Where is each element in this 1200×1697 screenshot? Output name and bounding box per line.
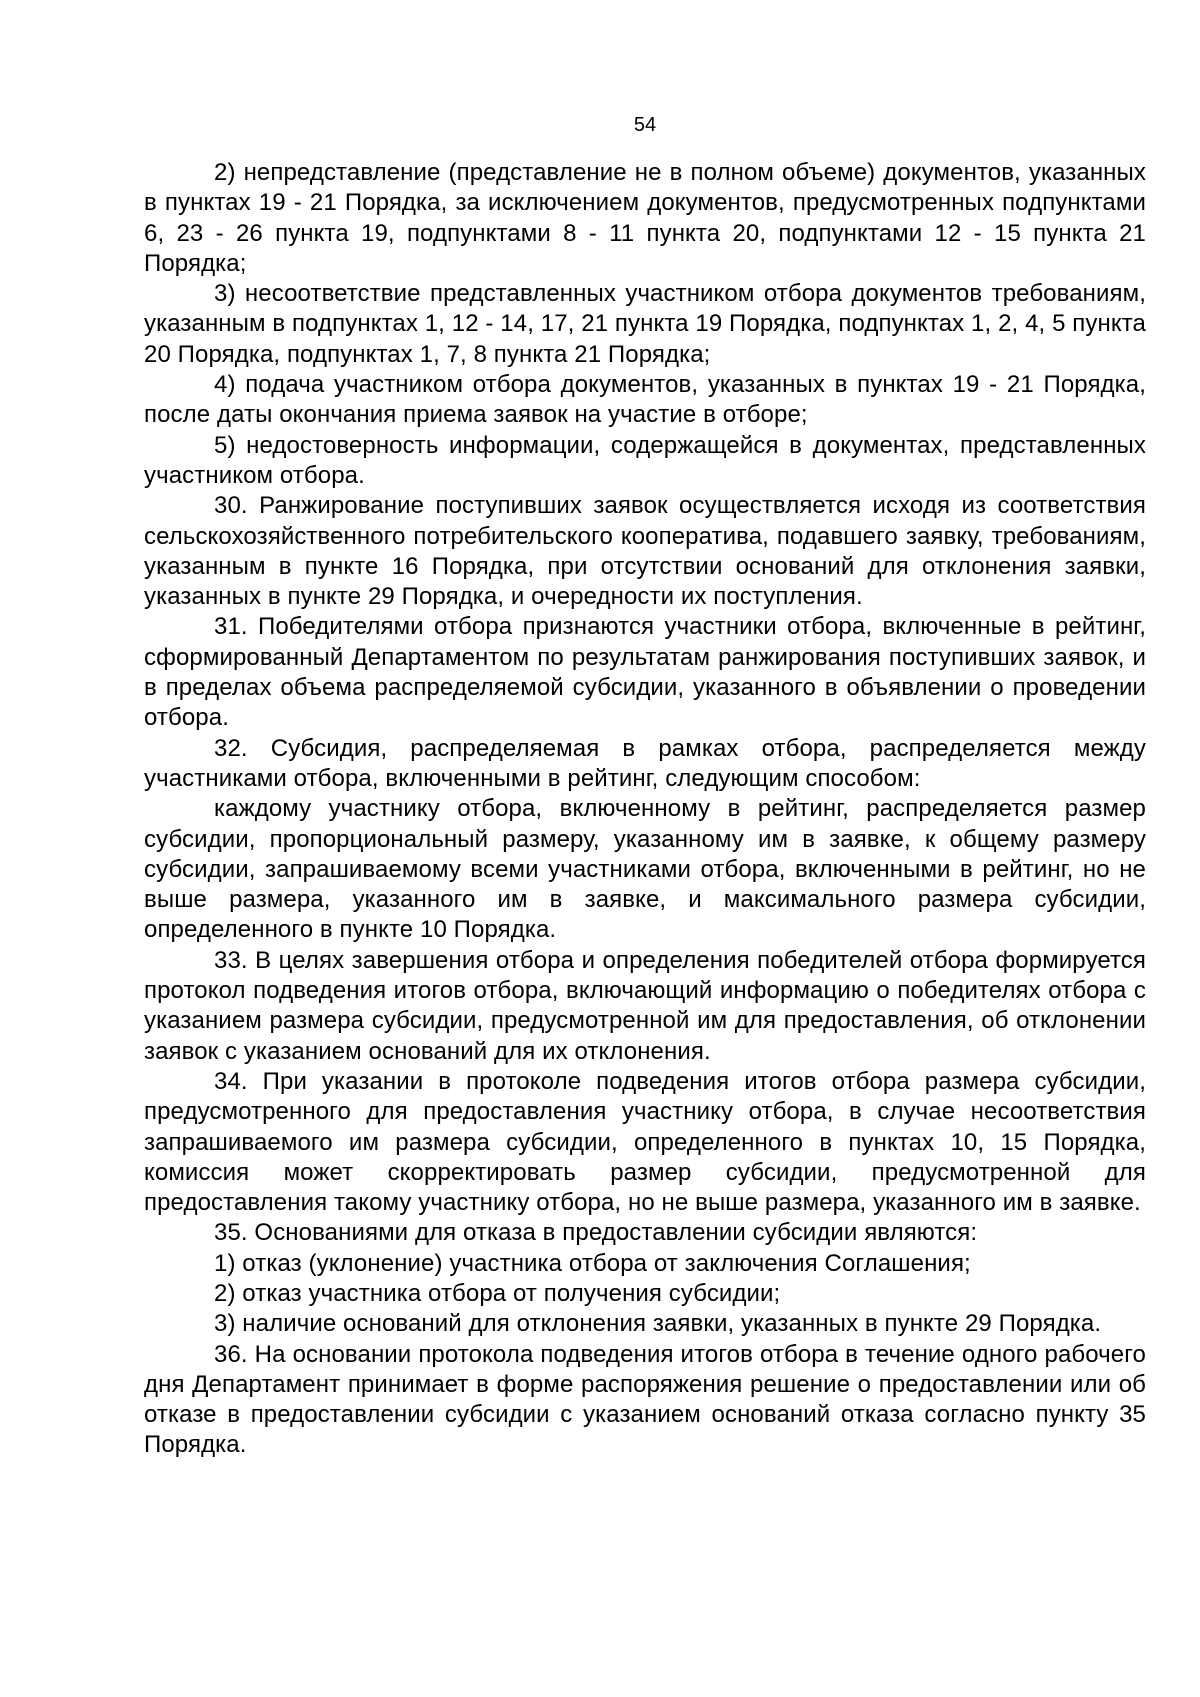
paragraph-denial-reason-1: 1) отказ (уклонение) участника отбора от заключения Соглашения; [214,1249,971,1277]
paragraph-clause-36: 36. На основании протокола подведения итогов отбора в течение одного рабочего дня Департамент принимает в форме распоряжения решение о предоставлении или об отказе в предоставлении субсидии с указанием оснований отказа согласно пункту 35 Порядка. [144,1340,1146,1459]
paragraph-clause-32-method: каждому участнику отбора, включенному в рейтинг, распределяется размер субсидии, пропорциональный размеру, указанному им в заявке, к общему размеру субсидии, запрашиваемому всеми участниками отбора, включенными в рейтинг, но не выше размера, указанного им в заявке, и максимального размера субсидии, определенного в пункте 10 Порядка. [144,795,1146,944]
paragraph-refusal-reason-2: 2) непредставление (представление не в полном объеме) документов, указанных в пунктах 19 - 21 Порядка, за исключением документов, предусмотренных подпунктами 6, 23 - 26 пункта 19, подпунктами 8 - 11 пункта 20, подпунктами 12 - 15 пункта 21 Порядка; [144,159,1146,277]
paragraph-clause-30: 30. Ранжирование поступивших заявок осуществляется исходя из соответствия сельскохозяйственного потребительского кооператива, подавшего заявку, требованиям, указанным в пункте 16 Порядка, при отсутствии оснований для отклонения заявки, указанных в пункте 29 Порядка, и очередности их поступления. [144,492,1146,611]
paragraph-clause-34: 34. При указании в протоколе подведения итогов отбора размера субсидии, предусмотренного для предоставления участнику отбора, в случае несоответствия запрашиваемого им размера субсидии, определенного в пунктах 10, 15 Порядка, комиссия может скорректировать размер субсидии, предусмотренной для предоставления такому участнику отбора, но не выше размера, указанного им в заявке. [144,1067,1146,1217]
paragraph-clause-33: 33. В целях завершения отбора и определения победителей отбора формируется протокол подведения итогов отбора, включающий информацию о победителях отбора с указанием размера субсидии, предусмотренной им для предоставления, об отклонении заявок с указанием оснований для их отклонения. [144,946,1146,1065]
paragraph-refusal-reason-5: 5) недостоверность информации, содержащейся в документах, представленных участником отбора. [144,431,1146,489]
paragraph-denial-reason-2: 2) отказ участника отбора от получения субсидии; [214,1279,781,1307]
page-number: 54 [633,114,657,136]
paragraph-refusal-reason-4: 4) подача участником отбора документов, указанных в пунктах 19 - 21 Порядка, после даты окончания приема заявок на участие в отборе; [144,371,1146,429]
paragraph-clause-31: 31. Победителями отбора признаются участники отбора, включенные в рейтинг, сформированный Департаментом по результатам ранжирования поступивших заявок, и в пределах объема распределяемой субсидии, указанного в объявлении о проведении отбора. [144,613,1146,732]
paragraph-clause-32: 32. Субсидия, распределяемая в рамках отбора, распределяется между участниками отбора, включенными в рейтинг, следующим способом: [144,734,1146,792]
paragraph-refusal-reason-3: 3) несоответствие представленных участником отбора документов требованиям, указанным в подпунктах 1, 12 - 14, 17, 21 пункта 19 Порядка, подпунктах 1, 2, 4, 5 пункта 20 Порядка, подпунктах 1, 7, 8 пункта 21 Порядка; [144,280,1146,368]
document-body [144,158,1146,1461]
paragraph-denial-reason-3: 3) наличие оснований для отклонения заявки, указанных в пункте 29 Порядка. [214,1310,1102,1338]
paragraph-clause-35: 35. Основаниями для отказа в предоставлении субсидии являются: [214,1219,978,1247]
